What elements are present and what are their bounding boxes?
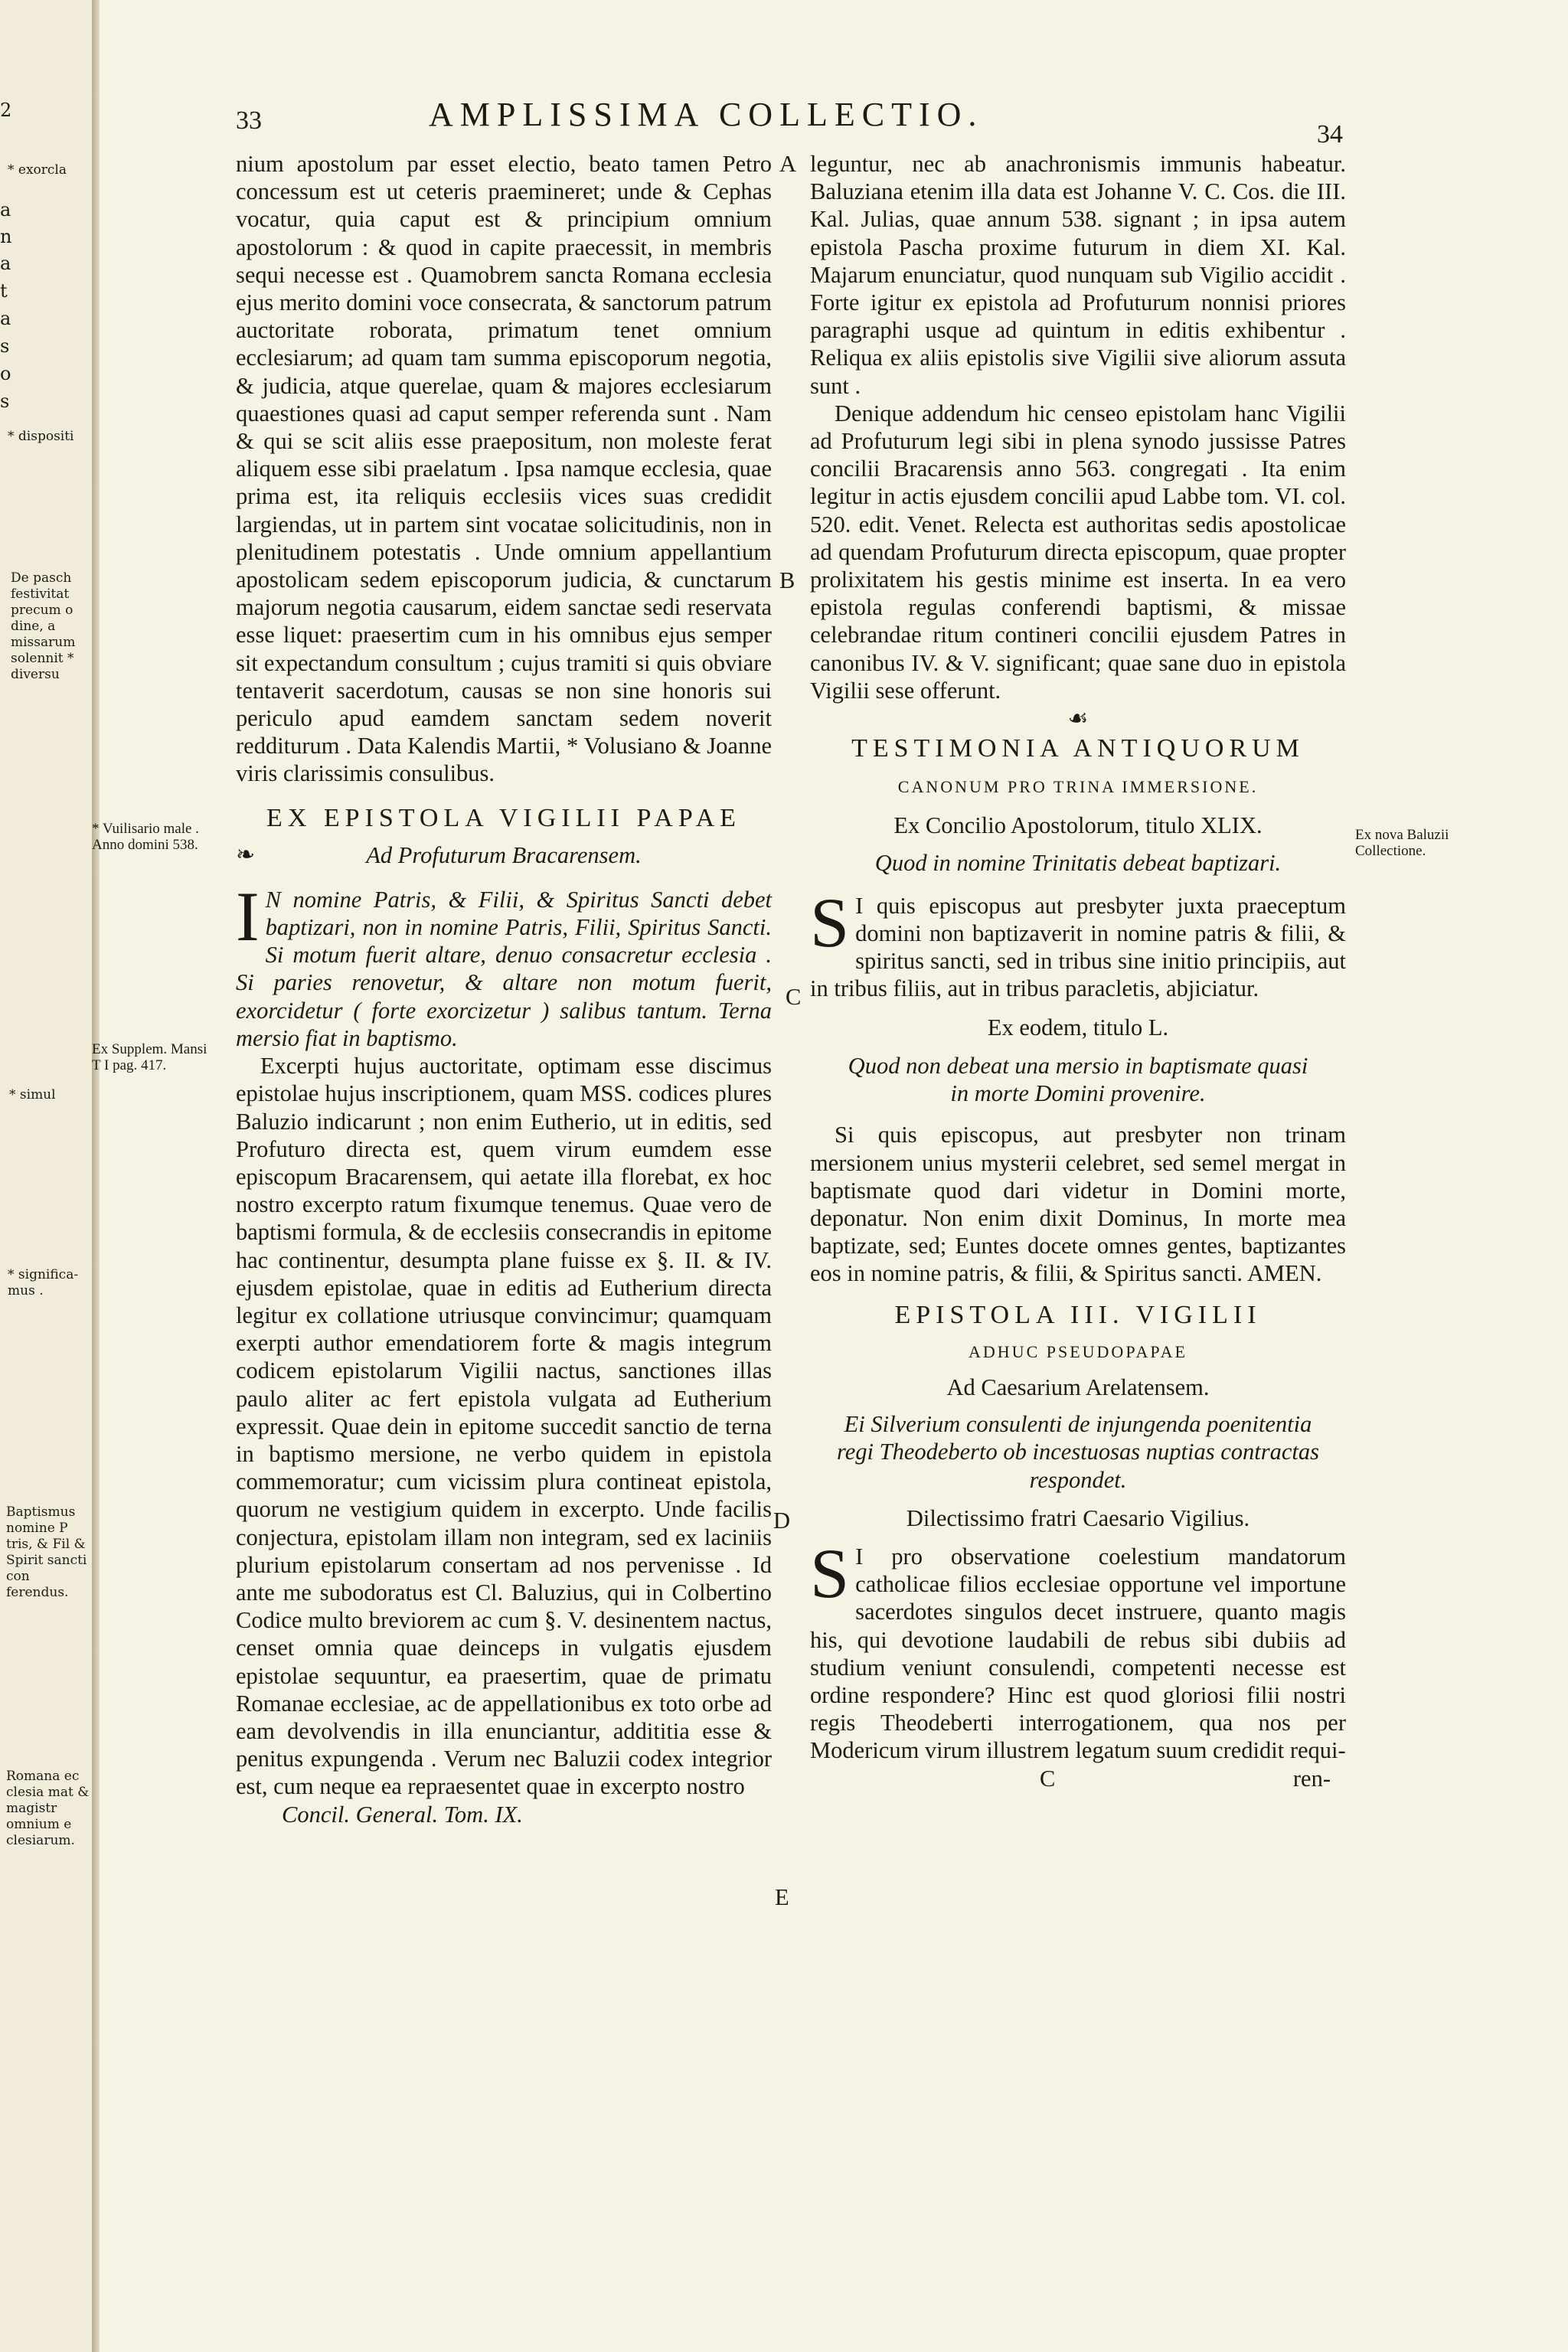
edge-fragment: s (0, 390, 10, 412)
margin-note: * significa- mus . (8, 1267, 79, 1298)
margin-note: De pasch festivitat precum o dine, a missarum solennit * diversu (11, 570, 76, 682)
section-letter: E (775, 1884, 789, 1910)
section-letter: D (773, 1508, 791, 1534)
commentary-paragraph: Denique addendum hic censeo epistolam hanc Vigilii ad Profuturum legi sibi in plena synodo jussisse Patres concilii Bracarensis anno 563. congregati . Ita enim legitur in actis ejusdem concilii apud Labbe tom. VI. col. 520. edit. Venet. Relecta est authoritas sedis apostolicae ad quendam Profuturum directa episcopum, quae propter prolixitatem his gestis minime est inserta. In ea vero epistola regulas conferendi baptismi, & missae celebrandae ritum contineri concilii ejusdem Patres in canonibus IV. & V. significant; quae sane duo in epistola Vigilii sese offerunt. (810, 400, 1346, 704)
page-footer: Concil. General. Tom. IX. (282, 1801, 523, 1828)
book-page (92, 0, 1568, 2352)
canon-rubric: Quod non debeat una mersio in baptismate quasi in morte Domini provenire. (848, 1052, 1308, 1107)
edge-fragment: a (0, 253, 11, 274)
salutation: Dilectissimo fratri Caesario Vigilius. (906, 1504, 1250, 1531)
epistle-subtitle: ADHUC PSEUDOPAPAE (969, 1341, 1187, 1361)
signature-mark: C (1040, 1765, 1056, 1792)
running-title: AMPLISSIMA COLLECTIO. (429, 96, 984, 133)
right-column (810, 150, 1346, 1794)
hand-ornament: ☙ (1067, 706, 1089, 732)
edge-fragment: n (0, 226, 12, 247)
left-page-number: 33 (236, 106, 262, 135)
epistle-title: EPISTOLA III. VIGILII (894, 1300, 1262, 1329)
edge-fragment: s (0, 335, 10, 357)
epistle-address: Ad Caesarium Arelatensem. (946, 1374, 1210, 1400)
section-letter: C (786, 984, 802, 1010)
margin-note-supplement: Ex Supplem. Mansi T I pag. 417. (92, 1041, 207, 1073)
left-column (236, 150, 772, 1828)
edge-fragment: a (0, 199, 11, 220)
section-letter: B (779, 567, 795, 593)
canon-source: Ex eodem, titulo L. (987, 1014, 1169, 1040)
edge-fragment: t (0, 280, 8, 302)
previous-page-strip (0, 0, 95, 2352)
page-gutter (92, 0, 100, 2352)
margin-note: Baptismus nomine P tris, & Fil & Spirit sancti con ferendus. (6, 1504, 87, 1600)
section-letter: A (779, 151, 797, 177)
right-page-number: 34 (1317, 120, 1343, 149)
drop-cap: I (236, 877, 260, 956)
section-subtitle: Ad Profuturum Bracarensem. (366, 841, 642, 868)
edge-fragment: a (0, 308, 11, 329)
commentary-text: Excerpti hujus auctoritate, optimam esse discimus epistolae hujus inscriptionem, quam MSS. codices plures Baluzio indicarunt ; non enim Eutherio, ut in editis, sed Profuturo directa est, quem virum eumdem esse episcopum Bracarensem, qui aetate illa florebat, ex hoc nostro excerpto ratum fixumque tenemus. Quae vero de baptismi formula, & de ecclesiis consecrandis in epitome hac continentur, desumpta plane fuisse ex §. II. & IV. ejusdem epistolae, quae in editis ad Eutherium directa legitur ex collatione utriusque convincimur; quamquam exerpti author emendatiorem forte & magis integrum codicem epistolarum Vigilii nactus, sanctiones illas paulo aliter ac fert epistola vulgata ad Eutherium expressit. Quae dein in epitome succedit sanctio de terna in baptismo mersione, ne verbo quidem in epistola commemoratur; cum vicissim plura contineat epistola, quorum ne vestigium quidem in excerpto. Unde facilis conjectura, epistolam illam non integram, sed ex laciniis plurium epistolarum consertam ad nos pervenisse . Id ante me subodoratus est Cl. Baluzius, qui in Colbertino Codice multo breviorem ac cum §. V. desinentem nactus, censet omnia quae deinceps in vulgatis ejusdem epistolae sequuntur, ea praesertim, quae de primatu Romanae ecclesiae, ac de appellationibus ex toto orbe ad eam devolvendis in illa enunciantur, addititia esse & penitus expungenda . Verum nec Baluzii codex integrior est, cum neque ea repraesentet quae in excerpto nostro (236, 1053, 772, 1800)
canon-source: Ex Concilio Apostolorum, titulo XLIX. (893, 812, 1263, 839)
canon-text: Si quis episcopus, aut presbyter non trinam mersionem unius mysterii celebret, sed semel mergat in baptismate quod dari videtur in Domini morte, deponatur. Non enim dixit Dominus, In morte mea baptizate, sed; Euntes docete omnes gentes, baptizantes eos in nomine patris, & filii, & Spiritus sancti. AMEN. (810, 1122, 1346, 1287)
epistle-text: I pro observatione coelestium mandatorum catholicae filios ecclesiae opportune vel importune sacerdotes singulos decet instruere, quanto magis his, qui devotione laudabili de rebus sibi dubiis ad studium veniunt consulendi, competenti necesse est ordine respondere? Hinc est quod gloriosi filii nostri regis Theodeberti interrogationem, qua nos per Modericum virum illustrem legatum suum credidit requi- (810, 1543, 1346, 1764)
margin-note-collection: Ex nova Baluzii Collectione. (1355, 827, 1449, 859)
epistle-summary: Ei Silverium consulenti de injungenda poenitentia regi Theodeberto ob incestuosas nuptias contractas respondet. (836, 1411, 1319, 1493)
edge-fragment: o (0, 363, 11, 384)
drop-cap: S (810, 1534, 850, 1612)
epistle-continuation: nium apostolum par esset electio, beato tamen Petro concessum est ut ceteris praemineret; unde & Cephas vocatur, quia caput est & principium omnium apostolorum : & quod in capite praecessit, in membris sequi necesse est . Quamobrem sancta Romana ecclesia ejus merito domini voce consecrata, & sanctorum patrum auctoritate roborata, primatum tenet omnium ecclesiarum; ad quam tam summa episcoporum negotia, & judicia, atque querelae, quam & majores ecclesiarum quaestiones quasi ad caput semper referenda sunt . Nam & qui se scit aliis esse praepositum, non moleste ferat aliquem esse sibi praelatum . Ipsa namque ecclesia, quae prima est, ita reliquis ecclesiis vices suas credidit largiendas, ut in partem sint vocatae solicitudinis, non in plenitudinem potestatis . Unde omnium appellantium apostolicam sedem episcoporum judicia, & cunctarum majorum negotia causarum, eidem sanctae sedi reservata esse liquet: praesertim cum in his omnibus ejus semper sit expectandum consultum ; cujus tramiti si quis obviare tentaverit sacerdotum, causas se non sine honoris sui periculo apud eamdem sanctam sedem noverit redditurum . Data Kalendis Martii, * Volusiano & Joanne viris clarissimis consulibus. (236, 151, 772, 787)
fleuron-icon: ❧ (236, 841, 256, 867)
canon-text: I quis episcopus aut presbyter juxta praeceptum domini non baptizaverit in nomine patris & filii, & spiritus sancti, sed in tribus sine initio principiis, aut in tribus filiis, aut in tribus paracletis, abjiciatur. (810, 892, 1346, 1002)
commentary-continuation: leguntur, nec ab anachronismis immunis habeatur. Baluziana etenim illa data est Johanne V. C. Cos. die III. Kal. Julias, quae annum 538. signant ; in ipsa autem epistola Pascha proxime futurum in diem XI. Kal. Majarum enunciatur, quod nunquam sub Vigilio accidit . Forte igitur ex epistola ad Profuturum nonnisi priores paragraphi usque ad quintum in editis exhibentur . Reliqua ex aliis epistolis sive Vigilii sive aliorum assuta sunt . (810, 151, 1346, 399)
margin-note: * simul (9, 1087, 56, 1102)
margin-note: * exorcla (8, 162, 67, 178)
section-title: EX EPISTOLA VIGILII PAPAE (266, 803, 741, 832)
canon-rubric: Quod in nomine Trinitatis debeat baptizari. (874, 849, 1282, 876)
testimonia-title: TESTIMONIA ANTIQUORUM (851, 734, 1305, 763)
margin-note: Romana ec clesia mat & magistr omnium e clesiarum. (6, 1769, 90, 1848)
margin-note-vigilius: * Vuilisario male . Anno domini 538. (92, 821, 199, 853)
drop-cap: S (810, 883, 850, 962)
testimonia-subtitle: CANONUM PRO TRINA IMMERSIONE. (897, 777, 1259, 797)
excerpt-text: N nomine Patris, & Filii, & Spiritus Sancti debet baptizari, non in nomine Patris, Filii, Spiritus Sancti. Si motum fuerit altare, denuo consacretur ecclesia . Si paries renovetur, & altare non motum fuerit, exorcidetur ( forte exorcizetur ) salibus tantum. Terna mersio fiat in baptismo. (236, 886, 772, 1051)
margin-note: * dispositi (8, 429, 74, 444)
edge-fragment: 2 (0, 100, 12, 121)
catchword: ren- (1292, 1765, 1331, 1792)
